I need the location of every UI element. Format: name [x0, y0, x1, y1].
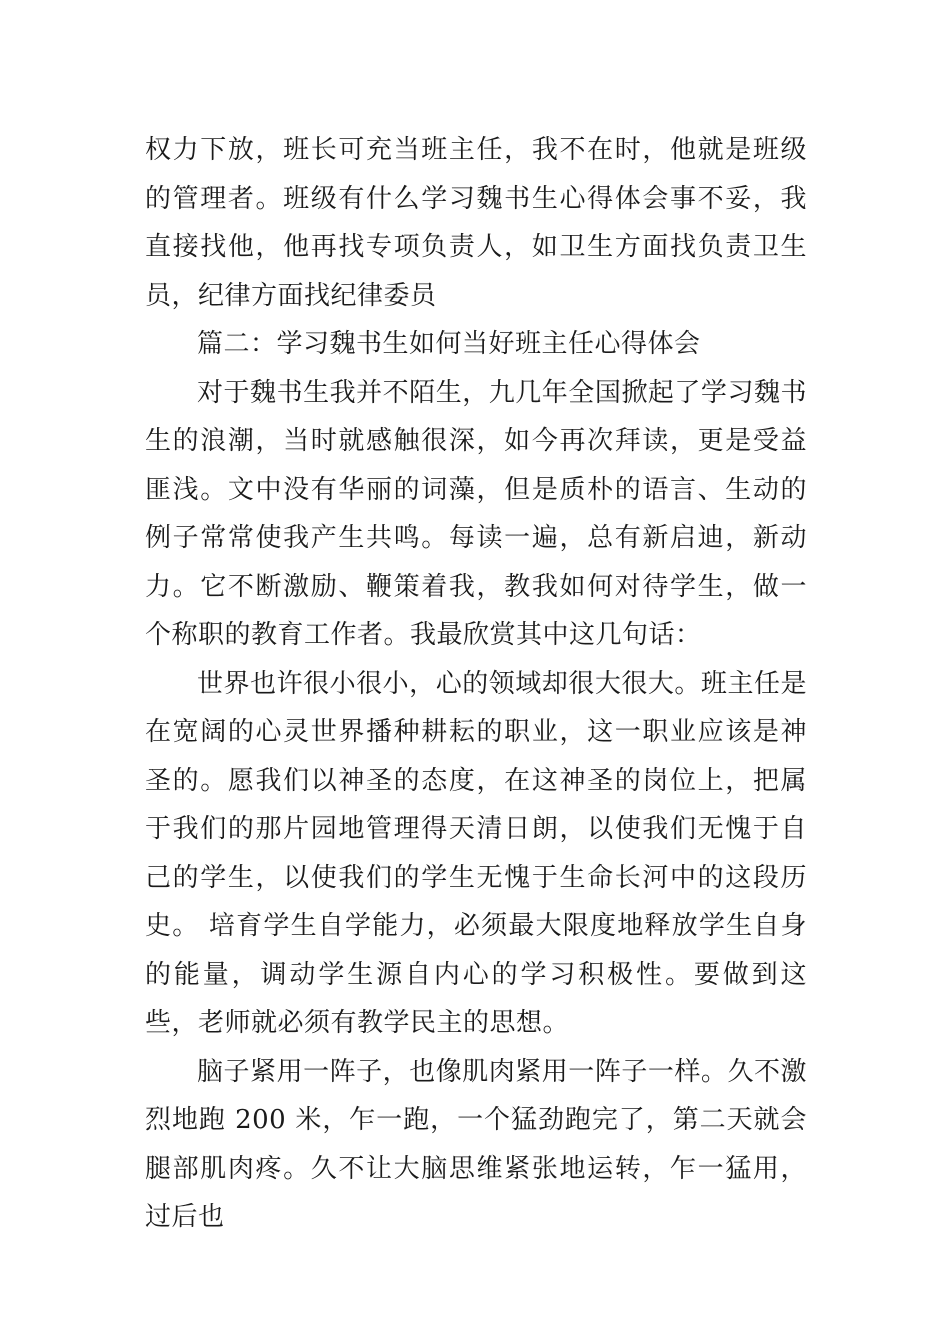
paragraph-1: 权力下放，班长可充当班主任，我不在时，他就是班级的管理者。班级有什么学习魏书生心得体会事不妥，我直接找他，他再找专项负责人，如卫生方面找负责卫生员，纪律方面找纪律委员: [145, 135, 807, 311]
paragraph-2: 对于魏书生我并不陌生，九几年全国掀起了学习魏书生的浪潮，当时就感触很深，如今再次拜读，更是受益匪浅。文中没有华丽的词藻，但是质朴的语言、生动的例子常常使我产生共鸣。每读一遍，总有新启迪，新动力。它不断激励、鞭策着我，教我如何对待学生，做一个称职的教育工作者。我最欣赏其中这几句话：: [145, 377, 807, 650]
paragraph-4: 脑子紧用一阵子，也像肌肉紧用一阵子一样。久不激烈地跑 200 米，乍一跑，一个猛劲跑完了，第二天就会腿部肌肉疼。久不让大脑思维紧张地运转，乍一猛用，过后也: [145, 1056, 807, 1232]
section-heading: 篇二：学习魏书生如何当好班主任心得体会: [197, 329, 701, 359]
body-text: [145, 126, 807, 1242]
paragraph-3: 世界也许很小很小，心的领域却很大很大。班主任是在宽阔的心灵世界播种耕耘的职业，这一职业应该是神圣的。愿我们以神圣的态度，在这神圣的岗位上，把属于我们的那片园地管理得天清日朗，以使我们无愧于自己的学生，以使我们的学生无愧于生命长河中的这段历史。 培育学生自学能力，必须最大限度地释放学生自身的能量，调动学生源自内心的学习积极性。要做到这些，老师就必须有教学民主的思想。: [145, 668, 807, 1038]
